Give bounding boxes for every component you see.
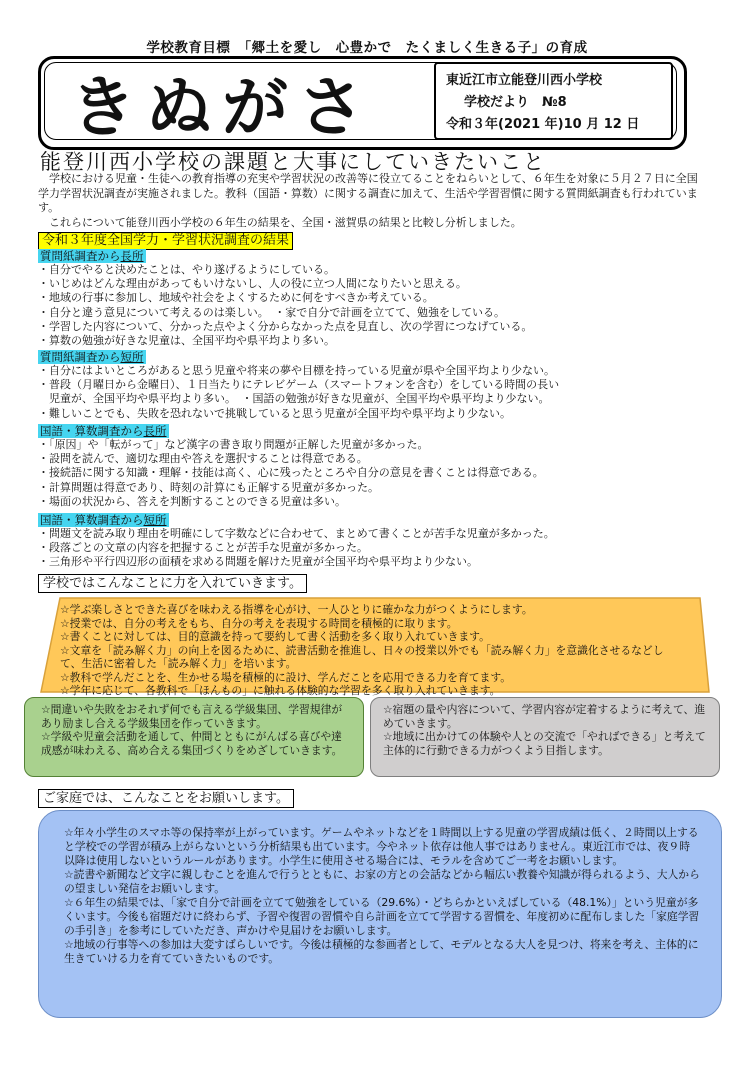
list-item: ・段落ごとの文章の内容を把握することが苦手な児童が多かった。 (38, 541, 368, 555)
list-item: ☆年々小学生のスマホ等の保持率が上がっています。ゲームやネットなどを１時間以上する児童の学習成績は低く、２時間以上すると学校での学習が積み上がらないという分析結果も出ています。今やネット依存は他人事ではありません。東近江市では、夜９時以降は使用しないというルールがあります。小学生に使用させる場合には、モラルを含めてご一考をお願いします。 (64, 826, 699, 867)
newsletter-info-box (434, 62, 673, 140)
list-item: ・設問を読んで、適切な理由や答えを選択することは得意である。 (38, 452, 368, 466)
list-item: ・場面の状況から、答えを判断することのできる児童は多い。 (38, 494, 346, 508)
school-focus-title: 学校ではこんなことに力を入れていきます。 (38, 574, 307, 593)
list-item: ☆学級や児童会活動を通して、仲間とともにがんばる喜びや達成感が味わえる、高め合える集団づくりをめざしていきます。 (41, 730, 343, 757)
list-item: ・問題文を読み取り理由を明確にして字数などに合わせて、まとめて書くことが苦手な児童が多かった。 (38, 527, 555, 540)
home-request-list (64, 826, 700, 966)
intro-paragraph-1: 学校における児童・生徒への教育指導の充実や学習状況の改善等に役立てることをねらいとして、６年生を対象に５月２７日に全国学力学習状況調査が実施されました。教科（国語・算数）に関する調査に加えて、生活や学習習慣に関する質問紙調査も行われています。 (38, 172, 698, 214)
class-group-box (24, 697, 364, 777)
list-item: ・算数の勉強が好きな児童は、全国平均や県平均より多い。 (38, 334, 335, 348)
list-item: ・「原因」や「転がって」など漢字の書き取り問題が正解した児童が多かった。 (38, 438, 429, 451)
s-strengths-list (38, 438, 544, 509)
school-focus-list (60, 603, 680, 698)
list-item: ☆地域の行事等への参加は大変すばらしいです。今後は積極的な参画者として、モデルとなる大人を見つけ、将来を考え、主体的に生きていける力を育てていきたいものです。 (64, 938, 699, 965)
label-key: 長所 (143, 424, 167, 438)
list-item: ☆間違いや失敗をおそれず何でも言える学級集団、学習規律があり励まし合える学級集団を作っていきます。 (41, 703, 343, 730)
issue-date: 令和３年(2021 年)10 月 12 日 (446, 117, 640, 132)
intro-paragraph-2: これらについて能登川西小学校の６年生の結果を、全国・滋賀県の結果と比較し分析しました。 (38, 216, 522, 229)
newsletter-issue: 学校だより №8 (464, 95, 567, 110)
list-item: ☆授業では、自分の考えをもち、自分の考えを表現する時間を積極的に取ります。 (60, 616, 458, 630)
list-item: ・いじめはどんな理由があってもいけないし、人の役に立つ人間になりたいと思える。 (38, 277, 467, 291)
label-key: 短所 (143, 513, 167, 527)
list-item: ☆教科で学んだことを、生かせる場を積極的に設け、学んだことを応用できる力を育てます。 (60, 670, 512, 684)
list-item: ☆読書や新聞など文字に親しむことを進んで行うとともに、お家の方との会話などから幅広い教養や知識が得られるよう、大人からの望ましい発信をお願いします。 (64, 868, 700, 895)
list-item: ・計算問題は得意であり、時刻の計算にも正解する児童が多かった。 (38, 480, 379, 494)
home-request-title: ご家庭では、こんなことをお願いします。 (38, 789, 294, 808)
s-strengths-label (38, 424, 169, 438)
list-item: ☆学年に応じて、各教科で「ほんもの」に触れる体験的な学習を多く取り入れていきます。 (60, 684, 501, 697)
q-strengths-list (38, 263, 532, 348)
label-prefix: 質問紙調査から (40, 350, 121, 364)
school-name: 東近江市立能登川西小学校 (446, 73, 603, 88)
homework-community-box (370, 697, 720, 777)
q-weaknesses-label (38, 350, 146, 364)
label-prefix: 国語・算数調査から (40, 424, 144, 438)
q-strengths-label (38, 249, 146, 263)
list-item: ・自分と違う意見について考えるのは楽しい。 ・家で自分で計画を立てて、勉強をしている。 (38, 305, 506, 319)
list-item: ・自分にはよいところがあると思う児童や将来の夢や目標を持っている児童が県や全国平均より少ない。 (38, 364, 555, 377)
s-weaknesses-label (38, 513, 169, 527)
q-weaknesses-list (38, 364, 559, 421)
list-item: ・地域の行事に参加し、地域や社会をよくするために何をすべきか考えている。 (38, 291, 434, 305)
s-weaknesses-list (38, 527, 555, 570)
label-prefix: 質問紙調査から (40, 249, 121, 263)
list-item: ・普段（月曜日から金曜日）、１日当たりにテレビゲーム（スマートフォンを含む）をしている時間の長い (38, 378, 560, 392)
list-item: ・自分でやると決めたことは、やり遂げるようにしている。 (38, 263, 335, 276)
list-item: ・三角形や平行四辺形の面積を求める問題を解けた児童が全国平均や県平均より少ない。 (38, 555, 478, 569)
list-item: 児童が、全国平均や県平均より多い。 ・国語の勉強が好きな児童が、全国平均や県平均より少ない。 (38, 392, 550, 406)
newsletter-title: きぬがさ (70, 68, 374, 146)
list-item: ☆書くことに対しては、目的意識を持って要約して書く活動を多く取り入れていきます。 (60, 630, 490, 643)
main-heading: 能登川西小学校の課題と大事にしていきたいこと (40, 150, 546, 174)
label-prefix: 国語・算数調査から (40, 513, 144, 527)
label-key: 長所 (120, 249, 144, 263)
list-item: ☆６年生の結果では、「家で自分で計画を立てて勉強をしている（29.6%）・どちらかといえばしている（48.1%）」という児童が多くいます。今後も宿題だけに終わらず、予習や復習の習慣や自ら計画を立てて学習する習慣を、年度初めに配布しました「家庭学習の手引き」を参考にしていただき、声かけや見届けをお願いします。 (64, 896, 700, 937)
list-item: ・接続語に関する知識・理解・技能は高く、心に残ったところや自分の意見を書くことは得意である。 (38, 466, 544, 480)
list-item: ☆学ぶ楽しさとできた喜びを味わえる指導を心がけ、一人ひとりに確かな力がつくようにします。 (60, 603, 533, 616)
list-item: ☆地域に出かけての体験や人との交流で「やればできる」と考えて主体的に行動できる力がつくよう目指します。 (383, 730, 706, 757)
list-item: ・難しいことでも、失敗を恐れないで挑戦していると思う児童が全国平均や県平均より少ない。 (38, 406, 511, 420)
list-item: ☆宿題の量や内容について、学習内容が定着するように考えて、進めていきます。 (383, 703, 706, 730)
label-key: 短所 (120, 350, 144, 364)
list-item: ・学習した内容について、分かった点やよく分からなかった点を見直し、次の学習につなげている。 (38, 319, 533, 333)
list-item: ☆文章を「読み解く力」の向上を図るために、読書活動を推進し、日々の授業以外でも「読み解く力」を意識化させるなどして、生活に密着した「読み解く力」を培います。 (60, 643, 664, 670)
school-motto: 学校教育目標 「郷土を愛し 心豊かで たくましく生きる子」の育成 (146, 40, 588, 56)
results-title: 令和３年度全国学力・学習状況調査の結果 (38, 232, 293, 250)
